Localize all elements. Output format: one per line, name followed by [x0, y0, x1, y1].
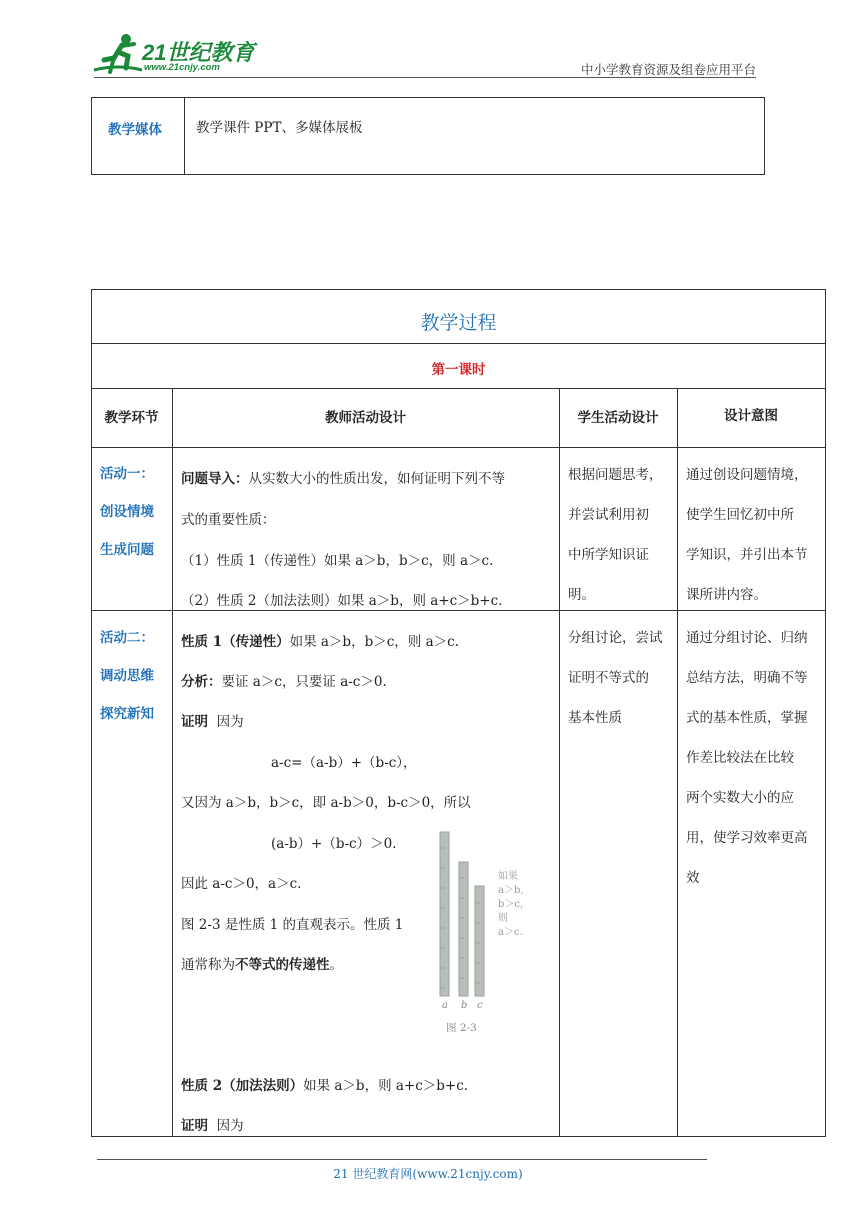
intent-line: 通过创设问题情境，	[686, 467, 808, 483]
col-header-intent: 设计意图	[724, 408, 778, 424]
proof2-label: 证明	[181, 1118, 208, 1134]
process-title: 教学过程	[420, 312, 497, 334]
media-label: 教学媒体	[108, 122, 162, 138]
header-divider	[94, 77, 756, 78]
student-line: 明。	[568, 587, 595, 603]
activity2-intent	[686, 618, 808, 898]
student-line: 并尝试利用初	[568, 507, 649, 523]
intent-line: 式的基本性质，掌握	[686, 710, 808, 726]
col-divider	[172, 388, 173, 1136]
figure-text-line: b＞c,	[498, 899, 524, 910]
student-line: 根据问题思考，	[568, 467, 663, 483]
proof2-text: 因为	[216, 1118, 244, 1134]
intro-label: 问题导入：	[181, 471, 249, 487]
property2-line	[181, 1074, 468, 1094]
student-line: 中所学知识证	[568, 547, 649, 563]
intent-line: 总结方法，明确不等	[686, 670, 808, 686]
property1-text: 如果 a＞b，b＞c，则 a＞c.	[289, 634, 459, 650]
intent-line: 用，使学习效率更高	[686, 830, 808, 846]
intent-line: 效	[686, 870, 700, 886]
figure-text-line: a＞b,	[498, 885, 524, 896]
activity1-stage	[100, 455, 154, 569]
stage-line: 调动思维	[100, 668, 154, 684]
activity1-item1: （1）性质 1（传递性）如果 a＞b，b＞c，则 a＞c.	[181, 553, 494, 569]
figure-2-3	[430, 828, 540, 1038]
col-header-stage: 教学环节	[104, 410, 159, 426]
property2-label: 性质 2（加法法则）	[181, 1078, 304, 1094]
stage-line: 探究新知	[100, 706, 154, 722]
analysis-label: 分析：	[181, 674, 222, 690]
intent-line: 两个实数大小的应	[686, 790, 794, 806]
media-label-cell	[91, 97, 185, 175]
also-line: 又因为 a＞b，b＞c，即 a-b＞0，b-c＞0，所以	[181, 795, 471, 811]
row-divider	[92, 388, 825, 389]
activity2-student	[568, 618, 663, 738]
runner-logo-icon	[92, 30, 144, 78]
footer-text[interactable]: 21 世纪教育网(www.21cnjy.com)	[333, 1167, 523, 1181]
col-divider	[559, 388, 560, 1136]
desc-end: 。	[329, 957, 343, 973]
media-value: 教学课件 PPT、多媒体展板	[196, 120, 363, 136]
lesson-label: 第一课时	[431, 362, 486, 378]
bar-label-b: b	[461, 1000, 468, 1011]
media-table	[91, 97, 765, 175]
site-logo	[92, 30, 262, 78]
equation-2: (a-b）+（b-c）＞0.	[271, 836, 397, 852]
stage-line: 生成问题	[100, 542, 154, 558]
stage-line: 创设情境	[100, 504, 154, 520]
proof-label: 证明	[181, 714, 208, 730]
desc-text: 通常称为	[181, 957, 235, 973]
platform-name: 中小学教育资源及组卷应用平台	[580, 62, 756, 77]
activity2-stage	[100, 619, 154, 733]
analysis-text: 要证 a＞c，只要证 a-c＞0.	[221, 674, 387, 690]
intent-line: 作差比较法在比较	[686, 750, 794, 766]
equation-1: a-c=（a-b）+（b-c），	[271, 755, 417, 771]
logo-title: 21世纪教育	[142, 40, 255, 65]
figure-text-line: 则	[498, 913, 508, 924]
proof-text: 因为	[216, 714, 244, 730]
col-divider	[677, 388, 678, 1136]
intent-line: 课所讲内容。	[686, 587, 767, 603]
bar-label-c: c	[477, 1000, 483, 1011]
intent-line: 使学生回忆初中所	[686, 507, 794, 523]
property1-line	[181, 630, 459, 650]
property2-text: 如果 a＞b，则 a+c＞b+c.	[303, 1078, 469, 1094]
transitivity-term: 不等式的传递性	[235, 957, 330, 973]
row-divider	[92, 343, 825, 344]
analysis-line	[181, 670, 387, 690]
activity1-item2: （2）性质 2（加法法则）如果 a＞b，则 a+c＞b+c.	[181, 593, 503, 609]
figure-text-line: 如果	[498, 871, 518, 882]
footer-divider	[97, 1159, 707, 1160]
student-line: 基本性质	[568, 710, 622, 726]
activity1-intro	[181, 467, 505, 487]
proof2-line	[181, 1114, 244, 1134]
bar-label-a: a	[442, 1000, 448, 1011]
activity1-intent	[686, 455, 808, 615]
figure-text-line: a＞c.	[498, 927, 523, 938]
figure-description-1: 图 2-3 是性质 1 的直观表示。性质 1	[181, 917, 404, 933]
property1-label: 性质 1（传递性）	[181, 634, 290, 650]
col-header-teacher: 教师活动设计	[325, 410, 406, 426]
intent-line: 学知识，并引出本节	[686, 547, 808, 563]
figure-caption: 图 2-3	[446, 1022, 477, 1034]
stage-line: 活动一：	[100, 466, 154, 482]
col-header-student: 学生活动设计	[577, 410, 659, 426]
activity1-student	[568, 455, 663, 615]
row-divider	[92, 447, 825, 448]
logo-url: www.21cnjy.com	[144, 62, 220, 73]
figure-side-text	[498, 870, 524, 940]
stage-line: 活动二：	[100, 630, 154, 646]
student-line: 分组讨论，尝试	[568, 630, 663, 646]
activity1-intro-line2: 式的重要性质：	[181, 512, 276, 528]
conclusion-line: 因此 a-c＞0，a＞c.	[181, 876, 302, 892]
figure-description-2	[181, 953, 343, 973]
student-line: 证明不等式的	[568, 670, 649, 686]
proof-line	[181, 710, 244, 730]
intro-text: 从实数大小的性质出发，如何证明下列不等	[248, 471, 505, 487]
intent-line: 通过分组讨论、归纳	[686, 630, 808, 646]
